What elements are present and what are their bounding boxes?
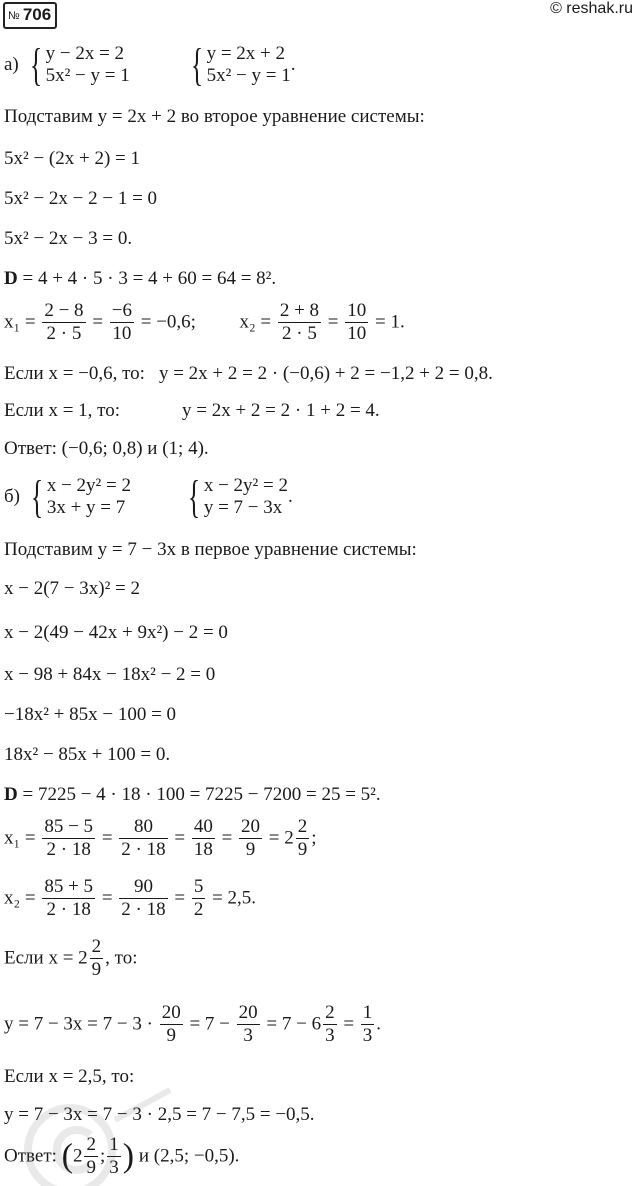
y1-expr-a: y = 7 − 3x = 7 − 3 · xyxy=(4,1013,153,1035)
part-b-label: б) xyxy=(4,486,20,507)
part-a-eq-1: 5x² − (2x + 2) = 1 xyxy=(4,148,140,169)
denominator: 3 xyxy=(109,1157,119,1178)
denominator: 3 xyxy=(362,1025,373,1046)
fraction xyxy=(42,300,85,345)
if-2-head: Если x = 1, то: xyxy=(4,400,120,421)
system-1 xyxy=(46,43,130,87)
numerator: 2 + 8 xyxy=(279,300,320,321)
denominator: 3 xyxy=(325,1025,335,1046)
brace-icon: { xyxy=(190,39,203,90)
denominator: 9 xyxy=(166,1025,176,1046)
part-a-label: а) xyxy=(4,54,19,75)
part-b-systems xyxy=(4,471,293,522)
system-1-eq-1: y − 2x = 2 xyxy=(45,43,125,64)
system-2 xyxy=(204,475,288,519)
if-1-body: y = 2x + 2 = 2 · (−0,6) + 2 = −1,2 + 2 = 0,8. xyxy=(158,363,493,384)
x2-value: = 2,5. xyxy=(212,887,257,909)
part-b-discriminant xyxy=(4,784,381,806)
if-2-body: y = 2x + 2 = 2 · 1 + 2 = 4. xyxy=(182,400,380,421)
part-b-answer: Ответ: (2 $\frac{2}{9}$ ; $\frac{1}{3}$ ) и (2,5; −0,5). xyxy=(4,1134,240,1178)
system-2-eq-1: y = 2x + 2 xyxy=(206,43,286,64)
part-b-eq-5: 18x² − 85x + 100 = 0. xyxy=(4,744,171,765)
denominator: 9 xyxy=(91,959,102,980)
system-2-eq-1: x − 2y² = 2 xyxy=(203,475,288,496)
numerator: 2 − 8 xyxy=(44,300,84,321)
problem-number: 706 xyxy=(22,5,52,24)
y1-expr-c: = 7 − 6 xyxy=(266,1013,322,1035)
denominator: 2 · 5 xyxy=(282,323,317,344)
part-b-eq-2: x − 2(49 − 42x + 9x²) − 2 = 0 xyxy=(4,622,228,643)
denominator: 2 · 5 xyxy=(46,323,82,344)
fraction xyxy=(323,1002,337,1047)
numerator: 2 xyxy=(86,1134,96,1155)
answer-label: Ответ: xyxy=(4,1145,57,1167)
x2-value: = 1. xyxy=(375,311,405,333)
numerator: −6 xyxy=(111,300,132,321)
fraction xyxy=(237,1002,260,1047)
numerator: 20 xyxy=(238,1002,258,1023)
if-1-tail: , то: xyxy=(105,947,138,969)
problem-number-badge xyxy=(3,2,57,29)
numerator: 2 xyxy=(297,816,308,837)
x1-lhs: x₁ = xyxy=(4,311,36,333)
fraction xyxy=(119,876,167,921)
discriminant-symbol: D xyxy=(4,268,18,289)
part-b-y1 xyxy=(4,1002,381,1047)
system-1 xyxy=(47,475,131,519)
part-a-discriminant xyxy=(4,268,276,290)
denominator: 9 xyxy=(245,839,256,860)
part-b-if-1 xyxy=(4,936,138,981)
denominator: 9 xyxy=(297,839,308,860)
numerator: 85 − 5 xyxy=(44,816,94,837)
denominator: 10 xyxy=(347,323,367,344)
site-watermark-text: © reshak.ru xyxy=(550,0,633,17)
part-b-y2: y = 7 − 3x = 7 − 3 · 2,5 = 7 − 7,5 = −0,5. xyxy=(4,1104,315,1125)
x2-lhs: x₂ = xyxy=(239,311,272,333)
x2-lhs: x₂ = xyxy=(4,887,36,909)
numerator: 2 xyxy=(325,1002,335,1023)
part-b-root-1: x₁ = $\frac{85 - 5}{2 \cdot 18}$ = $\frac{80}{2 \cdot 18}$ = $\frac{40}{18}$ = $\frac{20}{9}$ = 2 $\frac{2}{9}$ ; xyxy=(4,816,317,860)
part-b-eq-3: x − 98 + 84x − 18x² − 2 = 0 xyxy=(4,664,216,685)
x1-lhs: x₁ = xyxy=(4,827,36,849)
denominator: 2 · 18 xyxy=(46,839,91,860)
discriminant-expr: = 7225 − 4 · 18 · 100 = 7225 − 7200 = 25 = 5². xyxy=(17,784,381,805)
brace-icon: { xyxy=(29,39,42,90)
copyright-watermark-icon xyxy=(20,1080,180,1186)
numerator: 5 xyxy=(193,876,204,897)
period: . xyxy=(287,486,293,507)
brace-icon: { xyxy=(30,471,43,522)
numerator: 2 xyxy=(91,936,102,957)
fraction xyxy=(278,300,321,345)
brace-icon: { xyxy=(187,471,200,522)
if-1-head: Если x = 2 xyxy=(4,947,88,969)
denominator: 9 xyxy=(86,1157,96,1178)
part-a-roots: x₁ = $\frac{2 - 8}{2 \cdot 5}$ = $\frac{-6}{10}$ = −0,6; x₂ = $\frac{2 + 8}{2 \cdot 5}$ = $\frac{10}{10}$ = 1. xyxy=(4,300,405,344)
part-a-systems xyxy=(4,39,296,90)
numerator: 20 xyxy=(161,1002,181,1023)
denominator: 2 · 18 xyxy=(46,899,91,920)
numerator: 85 + 5 xyxy=(44,876,94,897)
discriminant-expr: = 4 + 4 · 5 · 3 = 4 + 60 = 64 = 8². xyxy=(17,268,277,289)
answer-tail: и (2,5; −0,5). xyxy=(138,1145,240,1167)
fraction xyxy=(119,816,167,861)
fraction xyxy=(361,1002,375,1047)
fraction xyxy=(110,300,134,345)
numerator: 40 xyxy=(193,816,213,837)
fraction xyxy=(160,1002,183,1047)
numerator: 1 xyxy=(109,1134,119,1155)
fraction xyxy=(296,816,310,861)
denominator: 2 · 18 xyxy=(121,839,166,860)
part-b-if-2: Если x = 2,5, то: xyxy=(4,1066,135,1087)
part-b-intro: Подставим y = 7 − 3x в первое уравнение системы: xyxy=(4,539,417,560)
part-a-answer: Ответ: (−0,6; 0,8) и (1; 4). xyxy=(4,438,209,459)
fraction xyxy=(42,876,95,921)
separator: ; xyxy=(99,1145,106,1167)
part-b-eq-1: x − 2(7 − 3x)² = 2 xyxy=(4,578,140,599)
y1-expr-b: = 7 − xyxy=(189,1013,230,1035)
system-1-eq-2: 5x² − y = 1 xyxy=(45,65,130,86)
part-b-eq-4: −18x² + 85x − 100 = 0 xyxy=(4,704,177,725)
denominator: 2 · 18 xyxy=(121,899,166,920)
system-2 xyxy=(207,43,291,87)
fraction xyxy=(239,816,262,861)
part-b-root-2: x₂ = $\frac{85 + 5}{2 \cdot 18}$ = $\frac{90}{2 \cdot 18}$ = $\frac{5}{2}$ = 2,5. xyxy=(4,876,257,920)
period: . xyxy=(290,54,296,75)
x1-value: = −0,6; xyxy=(140,311,196,333)
part-a-eq-2: 5x² − 2x − 2 − 1 = 0 xyxy=(4,188,158,209)
denominator: 3 xyxy=(243,1025,253,1046)
mixed-whole: 2 xyxy=(72,1145,83,1167)
fraction xyxy=(345,300,368,345)
fraction xyxy=(192,816,215,861)
denominator: 10 xyxy=(112,323,132,344)
numerator: 1 xyxy=(362,1002,373,1023)
fraction xyxy=(42,816,95,861)
discriminant-symbol: D xyxy=(4,784,18,805)
system-2-eq-2: 5x² − y = 1 xyxy=(206,65,291,86)
fraction xyxy=(90,936,104,981)
semicolon: ; xyxy=(311,827,317,849)
numerator: 20 xyxy=(241,816,261,837)
system-1-eq-1: x − 2y² = 2 xyxy=(46,475,131,496)
denominator: 18 xyxy=(193,839,213,860)
number-sign: № xyxy=(8,10,20,22)
part-a-if-2 xyxy=(4,400,380,422)
part-a-intro: Подставим y = 2x + 2 во второе уравнение системы: xyxy=(4,106,425,127)
mixed-whole: = 2 xyxy=(268,827,294,849)
part-a-eq-3: 5x² − 2x − 3 = 0. xyxy=(4,228,133,249)
numerator: 10 xyxy=(347,300,367,321)
period: . xyxy=(376,1013,382,1035)
part-a-if-1 xyxy=(4,363,493,385)
y1-expr-d: = xyxy=(343,1013,355,1035)
system-1-eq-2: 3x + y = 7 xyxy=(46,497,126,518)
fraction xyxy=(192,876,206,921)
numerator: 90 xyxy=(119,876,167,899)
system-2-eq-2: y = 7 − 3x xyxy=(203,497,283,518)
denominator: 2 xyxy=(193,899,204,920)
numerator: 80 xyxy=(119,816,167,839)
if-1-head: Если x = −0,6, то: xyxy=(4,363,145,384)
